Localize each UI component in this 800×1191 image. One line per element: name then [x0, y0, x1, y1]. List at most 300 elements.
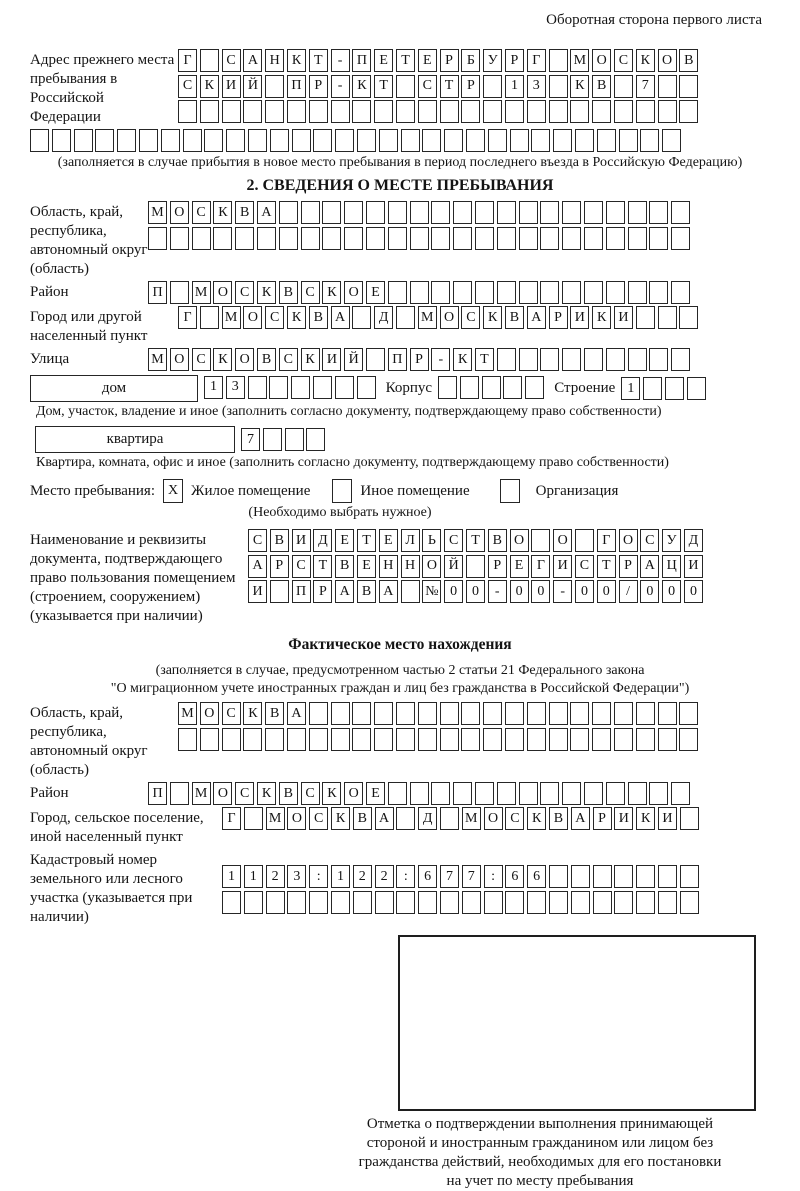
form-cell[interactable] [628, 227, 647, 250]
form-cell[interactable]: 1 [222, 865, 241, 888]
form-cell[interactable]: К [287, 306, 306, 329]
form-cell[interactable] [549, 100, 568, 123]
form-cell[interactable]: А [571, 807, 590, 830]
form-cell[interactable]: О [213, 782, 232, 805]
form-cell[interactable]: К [257, 782, 276, 805]
form-cell[interactable] [279, 227, 298, 250]
form-cell[interactable]: В [592, 75, 611, 98]
form-cell[interactable] [606, 227, 625, 250]
form-cell[interactable] [636, 306, 655, 329]
form-cell[interactable]: П [292, 580, 311, 603]
form-cell[interactable]: К [322, 782, 341, 805]
form-cell[interactable]: 1 [505, 75, 524, 98]
form-cell[interactable] [584, 281, 603, 304]
form-cell[interactable]: В [679, 49, 698, 72]
form-cell[interactable] [636, 100, 655, 123]
form-cell[interactable] [444, 129, 463, 152]
form-cell[interactable]: Д [418, 807, 437, 830]
form-cell[interactable]: Т [357, 529, 376, 552]
form-cell[interactable] [484, 891, 503, 914]
form-cell[interactable] [292, 129, 311, 152]
form-cell[interactable]: Е [357, 555, 376, 578]
form-cell[interactable] [497, 201, 516, 224]
form-cell[interactable] [527, 728, 546, 751]
form-cell[interactable] [388, 227, 407, 250]
form-cell[interactable]: Р [309, 75, 328, 98]
form-cell[interactable] [549, 728, 568, 751]
form-cell[interactable]: 0 [684, 580, 703, 603]
form-cell[interactable] [636, 702, 655, 725]
form-cell[interactable] [687, 377, 706, 400]
form-cell[interactable] [366, 348, 385, 371]
form-cell[interactable] [453, 281, 472, 304]
form-cell[interactable]: Р [505, 49, 524, 72]
form-cell[interactable] [291, 376, 310, 399]
form-cell[interactable]: С [192, 201, 211, 224]
form-cell[interactable]: В [505, 306, 524, 329]
form-cell[interactable]: 3 [527, 75, 546, 98]
form-cell[interactable]: В [279, 782, 298, 805]
form-cell[interactable]: К [636, 807, 655, 830]
form-cell[interactable] [505, 891, 524, 914]
form-cell[interactable]: И [248, 580, 267, 603]
form-cell[interactable]: Р [461, 75, 480, 98]
form-cell[interactable] [662, 129, 681, 152]
form-cell[interactable]: Е [418, 49, 437, 72]
form-cell[interactable]: В [549, 807, 568, 830]
form-cell[interactable]: П [388, 348, 407, 371]
form-cell[interactable] [649, 201, 668, 224]
form-cell[interactable]: - [331, 75, 350, 98]
form-cell[interactable] [519, 281, 538, 304]
form-cell[interactable]: И [292, 529, 311, 552]
form-cell[interactable] [505, 100, 524, 123]
form-cell[interactable] [200, 728, 219, 751]
form-cell[interactable]: 2 [353, 865, 372, 888]
form-cell[interactable]: А [287, 702, 306, 725]
form-cell[interactable]: 2 [266, 865, 285, 888]
form-cell[interactable]: О [619, 529, 638, 552]
form-cell[interactable]: В [353, 807, 372, 830]
form-cell[interactable] [665, 377, 684, 400]
form-cell[interactable]: 0 [597, 580, 616, 603]
form-cell[interactable] [679, 306, 698, 329]
form-cell[interactable] [562, 348, 581, 371]
form-cell[interactable] [483, 100, 502, 123]
form-cell[interactable] [575, 529, 594, 552]
form-cell[interactable] [309, 891, 328, 914]
form-cell[interactable]: Т [475, 348, 494, 371]
form-cell[interactable]: К [570, 75, 589, 98]
form-cell[interactable]: Р [270, 555, 289, 578]
form-cell[interactable]: В [257, 348, 276, 371]
form-cell[interactable] [200, 100, 219, 123]
form-cell[interactable] [475, 281, 494, 304]
form-cell[interactable] [540, 782, 559, 805]
form-cell[interactable] [562, 227, 581, 250]
form-cell[interactable]: К [527, 807, 546, 830]
form-cell[interactable] [440, 807, 459, 830]
form-cell[interactable]: И [322, 348, 341, 371]
form-cell[interactable]: Е [379, 529, 398, 552]
form-cell[interactable]: А [243, 49, 262, 72]
form-cell[interactable]: С [292, 555, 311, 578]
form-cell[interactable]: Е [366, 281, 385, 304]
form-cell[interactable]: 7 [636, 75, 655, 98]
form-cell[interactable] [606, 201, 625, 224]
form-cell[interactable] [396, 75, 415, 98]
form-cell[interactable]: С [192, 348, 211, 371]
form-cell[interactable] [269, 376, 288, 399]
form-cell[interactable]: М [570, 49, 589, 72]
form-cell[interactable]: П [148, 281, 167, 304]
form-cell[interactable] [640, 129, 659, 152]
form-cell[interactable] [401, 129, 420, 152]
form-cell[interactable] [540, 227, 559, 250]
form-cell[interactable] [309, 100, 328, 123]
form-cell[interactable] [248, 376, 267, 399]
form-cell[interactable] [571, 865, 590, 888]
form-cell[interactable] [352, 728, 371, 751]
form-cell[interactable] [592, 100, 611, 123]
form-cell[interactable] [263, 428, 282, 451]
form-cell[interactable] [418, 891, 437, 914]
form-cell[interactable]: К [257, 281, 276, 304]
form-cell[interactable]: О [658, 49, 677, 72]
form-cell[interactable]: А [379, 580, 398, 603]
form-cell[interactable]: Г [531, 555, 550, 578]
form-cell[interactable] [170, 227, 189, 250]
form-cell[interactable] [265, 100, 284, 123]
form-cell[interactable] [571, 891, 590, 914]
form-cell[interactable]: Р [619, 555, 638, 578]
form-cell[interactable] [453, 782, 472, 805]
form-cell[interactable] [301, 227, 320, 250]
form-cell[interactable] [679, 702, 698, 725]
form-cell[interactable] [52, 129, 71, 152]
form-cell[interactable]: Г [597, 529, 616, 552]
form-cell[interactable]: К [331, 807, 350, 830]
form-cell[interactable]: 1 [331, 865, 350, 888]
form-cell[interactable] [401, 580, 420, 603]
form-cell[interactable] [170, 281, 189, 304]
form-cell[interactable] [410, 281, 429, 304]
form-cell[interactable] [357, 129, 376, 152]
form-cell[interactable] [475, 782, 494, 805]
form-cell[interactable]: А [331, 306, 350, 329]
form-cell[interactable]: 1 [621, 377, 640, 400]
form-cell[interactable] [475, 201, 494, 224]
form-cell[interactable] [374, 100, 393, 123]
form-cell[interactable] [453, 201, 472, 224]
form-cell[interactable] [658, 728, 677, 751]
form-cell[interactable]: О [200, 702, 219, 725]
form-cell[interactable] [593, 865, 612, 888]
form-cell[interactable] [353, 891, 372, 914]
form-cell[interactable]: К [301, 348, 320, 371]
form-cell[interactable]: О [440, 306, 459, 329]
form-cell[interactable]: О [422, 555, 441, 578]
form-cell[interactable]: С [444, 529, 463, 552]
form-cell[interactable] [483, 702, 502, 725]
form-cell[interactable] [335, 129, 354, 152]
form-cell[interactable] [540, 201, 559, 224]
form-cell[interactable] [279, 201, 298, 224]
form-cell[interactable] [248, 129, 267, 152]
form-cell[interactable]: : [484, 865, 503, 888]
form-cell[interactable]: Г [178, 306, 197, 329]
form-cell[interactable] [679, 728, 698, 751]
form-cell[interactable] [584, 201, 603, 224]
form-cell[interactable] [628, 782, 647, 805]
form-cell[interactable]: Е [366, 782, 385, 805]
form-cell[interactable]: Т [374, 75, 393, 98]
form-cell[interactable] [265, 728, 284, 751]
form-cell[interactable] [671, 281, 690, 304]
form-cell[interactable] [148, 227, 167, 250]
form-cell[interactable] [396, 100, 415, 123]
form-cell[interactable]: 7 [462, 865, 481, 888]
form-cell[interactable]: : [309, 865, 328, 888]
form-cell[interactable]: К [483, 306, 502, 329]
form-cell[interactable]: 0 [531, 580, 550, 603]
form-cell[interactable] [680, 807, 699, 830]
form-cell[interactable]: 7 [440, 865, 459, 888]
form-cell[interactable] [549, 75, 568, 98]
form-cell[interactable] [396, 728, 415, 751]
form-cell[interactable]: Н [401, 555, 420, 578]
form-cell[interactable] [628, 281, 647, 304]
form-cell[interactable]: Р [549, 306, 568, 329]
form-cell[interactable]: : [396, 865, 415, 888]
form-cell[interactable] [628, 201, 647, 224]
form-cell[interactable]: Л [401, 529, 420, 552]
form-cell[interactable] [235, 227, 254, 250]
form-cell[interactable]: Р [440, 49, 459, 72]
form-cell[interactable]: С [614, 49, 633, 72]
form-cell[interactable] [584, 348, 603, 371]
form-cell[interactable] [352, 702, 371, 725]
form-cell[interactable]: Т [309, 49, 328, 72]
form-cell[interactable] [614, 728, 633, 751]
form-cell[interactable] [461, 100, 480, 123]
form-cell[interactable] [671, 782, 690, 805]
form-cell[interactable]: / [619, 580, 638, 603]
form-cell[interactable]: С [222, 702, 241, 725]
form-cell[interactable] [287, 100, 306, 123]
form-cell[interactable] [658, 100, 677, 123]
form-cell[interactable]: В [488, 529, 507, 552]
form-cell[interactable]: С [301, 281, 320, 304]
form-cell[interactable]: Г [222, 807, 241, 830]
form-cell[interactable] [388, 201, 407, 224]
form-cell[interactable]: С [461, 306, 480, 329]
form-cell[interactable] [531, 129, 550, 152]
form-cell[interactable]: И [553, 555, 572, 578]
form-cell[interactable] [366, 227, 385, 250]
form-cell[interactable]: М [192, 782, 211, 805]
form-cell[interactable] [643, 377, 662, 400]
form-cell[interactable] [628, 348, 647, 371]
form-cell[interactable] [379, 129, 398, 152]
form-cell[interactable] [388, 281, 407, 304]
form-cell[interactable]: О [510, 529, 529, 552]
form-cell[interactable] [592, 702, 611, 725]
form-cell[interactable] [322, 201, 341, 224]
form-cell[interactable] [497, 782, 516, 805]
form-cell[interactable] [680, 865, 699, 888]
form-cell[interactable]: И [614, 807, 633, 830]
form-cell[interactable] [431, 281, 450, 304]
form-cell[interactable] [466, 129, 485, 152]
form-cell[interactable]: В [335, 555, 354, 578]
form-cell[interactable] [570, 728, 589, 751]
form-cell[interactable]: М [418, 306, 437, 329]
form-cell[interactable]: С [418, 75, 437, 98]
form-cell[interactable]: Т [597, 555, 616, 578]
checkbox-other-premises[interactable] [332, 479, 352, 503]
form-cell[interactable] [575, 129, 594, 152]
form-cell[interactable]: Б [461, 49, 480, 72]
form-cell[interactable] [331, 100, 350, 123]
form-cell[interactable] [375, 891, 394, 914]
form-cell[interactable] [396, 807, 415, 830]
form-cell[interactable]: П [287, 75, 306, 98]
form-cell[interactable]: С [178, 75, 197, 98]
form-cell[interactable] [460, 376, 479, 399]
form-cell[interactable] [606, 281, 625, 304]
form-cell[interactable]: - [488, 580, 507, 603]
form-cell[interactable]: В [357, 580, 376, 603]
form-cell[interactable]: О [213, 281, 232, 304]
form-cell[interactable]: О [235, 348, 254, 371]
checkbox-organization[interactable] [500, 479, 520, 503]
form-cell[interactable] [431, 227, 450, 250]
form-cell[interactable]: Е [510, 555, 529, 578]
form-cell[interactable] [636, 891, 655, 914]
form-cell[interactable] [510, 129, 529, 152]
form-cell[interactable]: К [213, 348, 232, 371]
form-cell[interactable]: К [287, 49, 306, 72]
form-cell[interactable] [649, 281, 668, 304]
form-cell[interactable]: К [200, 75, 219, 98]
form-cell[interactable] [519, 348, 538, 371]
form-cell[interactable] [440, 891, 459, 914]
form-cell[interactable] [243, 728, 262, 751]
checkbox-residential[interactable]: X [163, 479, 183, 503]
form-cell[interactable]: Й [243, 75, 262, 98]
form-cell[interactable] [483, 75, 502, 98]
form-cell[interactable] [553, 129, 572, 152]
form-cell[interactable]: С [505, 807, 524, 830]
form-cell[interactable]: Т [440, 75, 459, 98]
form-cell[interactable] [671, 201, 690, 224]
form-cell[interactable] [183, 129, 202, 152]
form-cell[interactable] [265, 75, 284, 98]
form-cell[interactable] [344, 227, 363, 250]
form-cell[interactable] [649, 782, 668, 805]
form-cell[interactable]: 0 [444, 580, 463, 603]
form-cell[interactable] [614, 865, 633, 888]
form-cell[interactable] [204, 129, 223, 152]
form-cell[interactable] [505, 702, 524, 725]
form-cell[interactable] [483, 728, 502, 751]
form-cell[interactable]: С [222, 49, 241, 72]
form-cell[interactable] [570, 100, 589, 123]
form-cell[interactable]: К [352, 75, 371, 98]
form-cell[interactable] [410, 782, 429, 805]
form-cell[interactable] [519, 201, 538, 224]
form-cell[interactable] [549, 49, 568, 72]
form-cell[interactable] [527, 100, 546, 123]
form-cell[interactable] [531, 529, 550, 552]
form-cell[interactable]: Ь [422, 529, 441, 552]
form-cell[interactable] [200, 306, 219, 329]
form-cell[interactable] [497, 281, 516, 304]
form-cell[interactable]: О [170, 348, 189, 371]
form-cell[interactable]: А [248, 555, 267, 578]
form-cell[interactable] [285, 428, 304, 451]
form-cell[interactable] [527, 891, 546, 914]
form-cell[interactable] [440, 728, 459, 751]
form-cell[interactable] [636, 865, 655, 888]
form-cell[interactable]: Г [178, 49, 197, 72]
form-cell[interactable]: Е [374, 49, 393, 72]
form-cell[interactable] [270, 580, 289, 603]
form-cell[interactable]: П [148, 782, 167, 805]
form-cell[interactable] [313, 376, 332, 399]
form-cell[interactable] [344, 201, 363, 224]
form-cell[interactable] [161, 129, 180, 152]
form-cell[interactable] [606, 348, 625, 371]
form-cell[interactable] [519, 227, 538, 250]
form-cell[interactable] [257, 227, 276, 250]
form-cell[interactable] [679, 75, 698, 98]
form-cell[interactable]: Г [527, 49, 546, 72]
form-cell[interactable]: А [257, 201, 276, 224]
form-cell[interactable] [410, 201, 429, 224]
form-cell[interactable] [466, 555, 485, 578]
form-cell[interactable]: П [352, 49, 371, 72]
form-cell[interactable]: М [222, 306, 241, 329]
form-cell[interactable]: А [527, 306, 546, 329]
form-cell[interactable] [357, 376, 376, 399]
form-cell[interactable]: И [222, 75, 241, 98]
form-cell[interactable] [614, 75, 633, 98]
form-cell[interactable]: М [178, 702, 197, 725]
form-cell[interactable] [679, 100, 698, 123]
form-cell[interactable] [331, 702, 350, 725]
form-cell[interactable]: 1 [244, 865, 263, 888]
form-cell[interactable]: С [279, 348, 298, 371]
form-cell[interactable]: О [344, 281, 363, 304]
form-cell[interactable] [658, 891, 677, 914]
form-cell[interactable] [658, 306, 677, 329]
form-cell[interactable] [422, 129, 441, 152]
form-cell[interactable] [488, 129, 507, 152]
form-cell[interactable] [222, 891, 241, 914]
form-cell[interactable]: В [279, 281, 298, 304]
form-cell[interactable]: С [301, 782, 320, 805]
form-cell[interactable] [200, 49, 219, 72]
form-cell[interactable] [431, 201, 450, 224]
form-cell[interactable] [549, 865, 568, 888]
form-cell[interactable] [562, 281, 581, 304]
form-cell[interactable] [117, 129, 136, 152]
form-cell[interactable] [636, 728, 655, 751]
form-cell[interactable]: - [431, 348, 450, 371]
form-cell[interactable] [614, 891, 633, 914]
